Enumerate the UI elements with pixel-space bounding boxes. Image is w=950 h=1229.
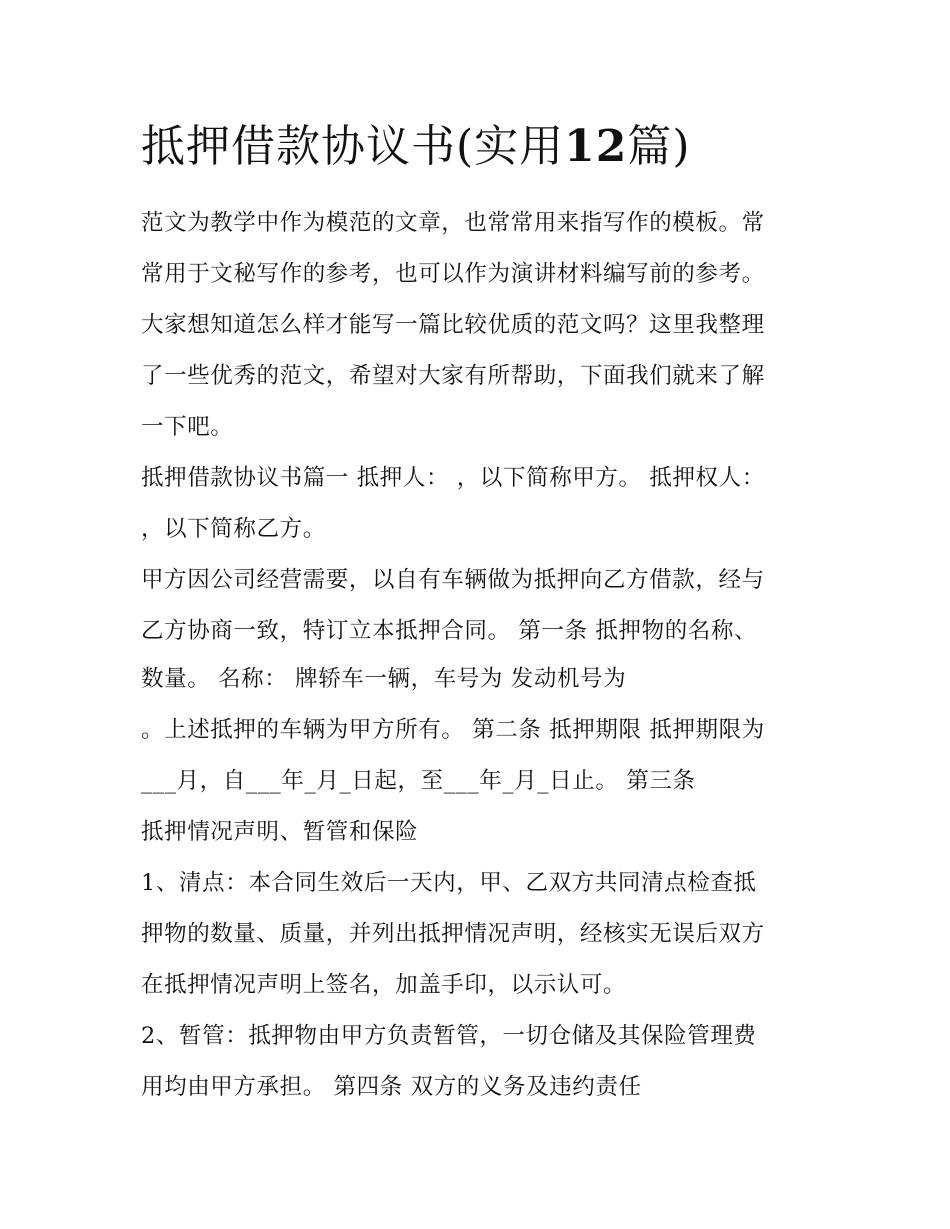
body-line: ___月，自___年_月_日起，至___年_月_日止。 第三条	[141, 768, 696, 794]
body-line: 用均由甲方承担。 第四条 双方的义务及违约责任	[141, 1074, 642, 1100]
body-line: 押物的数量、质量，并列出抵押情况声明，经核实无误后双方	[141, 921, 765, 947]
body-line: 乙方协商一致，特订立本抵押合同。 第一条 抵押物的名称、	[141, 618, 758, 644]
body-line: 抵押借款协议书篇一 抵押人： ，以下简称甲方。 抵押权人：	[141, 465, 765, 491]
body-line: 甲方因公司经营需要，以自有车辆做为抵押向乙方借款，经与	[141, 567, 765, 593]
body-line: 常用于文秘写作的参考，也可以作为演讲材料编写前的参考。	[141, 261, 765, 287]
body-line: 。上述抵押的车辆为甲方所有。 第二条 抵押期限 抵押期限为	[141, 717, 765, 743]
body-line: 数量。 名称： 牌轿车一辆，车号为 发动机号为	[141, 666, 627, 692]
title-number: 12	[564, 121, 628, 172]
body-line: 在抵押情况声明上签名，加盖手印，以示认可。	[141, 972, 627, 998]
body-line: 范文为教学中作为模范的文章，也常常用来指写作的模板。常	[141, 210, 765, 236]
body-line: 一下吧。	[141, 414, 234, 440]
body-line: 抵押情况声明、暂管和保险	[141, 819, 419, 845]
body-line: ，以下简称乙方。	[141, 516, 326, 542]
body-line: 2、暂管：抵押物由甲方负责暂管，一切仓储及其保险管理费	[141, 1023, 757, 1049]
body-line: 1、清点：本合同生效后一天内，甲、乙双方共同清点检查抵	[141, 870, 757, 896]
body-line: 了一些优秀的范文，希望对大家有所帮助，下面我们就来了解	[141, 363, 765, 389]
document-title	[141, 118, 691, 176]
body-line: 大家想知道怎么样才能写一篇比较优质的范文吗？这里我整理	[141, 312, 765, 338]
title-text: 抵押借款协议书(实用	[141, 121, 565, 172]
title-suffix: 篇)	[627, 121, 691, 172]
